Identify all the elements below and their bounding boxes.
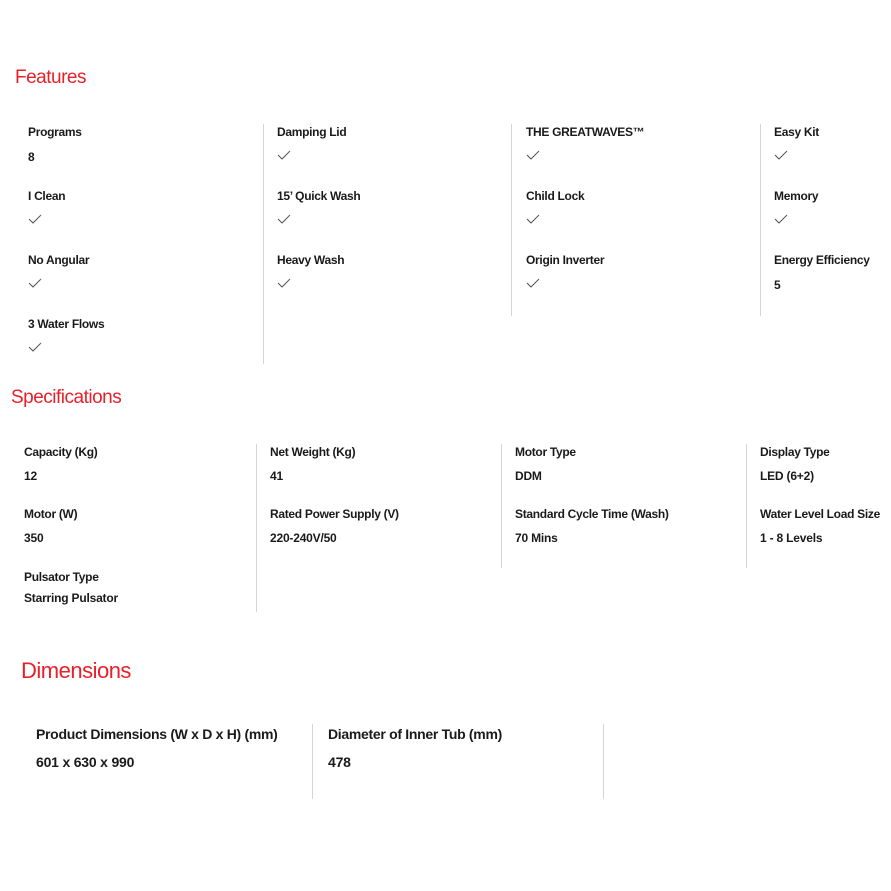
feature-label: Child Lock [526, 189, 585, 203]
checkmark-icon [28, 214, 42, 224]
features-divider-2 [511, 124, 512, 316]
spec-value: 220-240V/50 [270, 531, 337, 545]
spec-label: Standard Cycle Time (Wash) [515, 507, 669, 521]
feature-programs [28, 125, 82, 164]
dim-label: Product Dimensions (W x D x H) (mm) [36, 726, 278, 742]
feature-no-angular [28, 253, 89, 288]
spec-value: 70 Mins [515, 531, 558, 545]
checkmark-icon [774, 214, 788, 224]
spec-rated-power-supply [270, 507, 399, 545]
dim-value: 478 [328, 754, 351, 770]
feature-label: Memory [774, 189, 819, 203]
spec-capacity [24, 445, 97, 483]
spec-label: Motor Type [515, 445, 576, 459]
spec-value: 12 [24, 469, 37, 483]
features-title: Features [15, 67, 86, 88]
checkmark-icon [526, 214, 540, 224]
dim-value: 601 x 630 x 990 [36, 754, 135, 770]
checkmark-icon [28, 278, 42, 288]
checkmark-icon [277, 278, 291, 288]
spec-pulsator-type [24, 570, 118, 605]
feature-heavy-wash [277, 253, 344, 288]
feature-memory [774, 189, 818, 224]
spec-water-level [760, 507, 880, 545]
checkmark-icon [277, 214, 291, 224]
spec-label: Water Level Load Size [760, 507, 880, 521]
spec-motor-type [515, 445, 576, 483]
spec-motor-power [24, 507, 77, 545]
spec-value: 1 - 8 Levels [760, 531, 823, 545]
specs-divider-3 [746, 444, 747, 568]
feature-label: Origin Inverter [526, 253, 605, 267]
spec-value: DDM [515, 469, 542, 483]
dim-product-dimensions [36, 726, 278, 770]
spec-net-weight [270, 445, 355, 483]
spec-value: LED (6+2) [760, 469, 814, 483]
feature-label: Programs [28, 125, 82, 139]
feature-damping-lid [277, 125, 346, 160]
dims-divider-1 [312, 724, 313, 799]
spec-value: Starring Pulsator [24, 591, 118, 605]
dimensions-title: Dimensions [21, 658, 131, 683]
features-divider-1 [263, 124, 264, 364]
checkmark-icon [277, 150, 291, 160]
feature-3-water-flows [28, 317, 104, 352]
feature-quick-wash [277, 189, 360, 224]
checkmark-icon [28, 342, 42, 352]
feature-greatwaves [526, 125, 644, 160]
feature-label: 15’ Quick Wash [277, 189, 361, 203]
spec-display-type [760, 445, 830, 483]
features-divider-3 [760, 124, 761, 316]
checkmark-icon [774, 150, 788, 160]
feature-label: Heavy Wash [277, 253, 345, 267]
feature-label: I Clean [28, 189, 66, 203]
dim-label: Diameter of Inner Tub (mm) [328, 726, 502, 742]
feature-i-clean [28, 189, 65, 224]
feature-label: Easy Kit [774, 125, 819, 139]
spec-label: Capacity (Kg) [24, 445, 98, 459]
spec-label: Rated Power Supply (V) [270, 507, 399, 521]
spec-label: Display Type [760, 445, 830, 459]
spec-label: Net Weight (Kg) [270, 445, 356, 459]
checkmark-icon [526, 278, 540, 288]
spec-label: Pulsator Type [24, 570, 99, 584]
dims-divider-2 [603, 724, 604, 799]
feature-origin-inverter [526, 253, 604, 288]
feature-label: No Angular [28, 253, 90, 267]
feature-energy-efficiency [774, 253, 870, 292]
feature-value: 5 [774, 278, 781, 292]
spec-value: 350 [24, 531, 44, 545]
feature-label: THE GREATWAVES™ [526, 125, 645, 139]
specifications-title: Specifications [11, 387, 122, 408]
feature-easy-kit [774, 125, 819, 160]
specs-divider-2 [501, 444, 502, 568]
spec-label: Motor (W) [24, 507, 78, 521]
feature-label: Damping Lid [277, 125, 347, 139]
feature-label: Energy Efficiency [774, 253, 870, 267]
dim-inner-tub-diameter [328, 726, 502, 770]
feature-child-lock [526, 189, 584, 224]
feature-label: 3 Water Flows [28, 317, 105, 331]
checkmark-icon [526, 150, 540, 160]
spec-cycle-time [515, 507, 669, 545]
specs-divider-1 [256, 444, 257, 612]
feature-value: 8 [28, 150, 35, 164]
spec-value: 41 [270, 469, 283, 483]
